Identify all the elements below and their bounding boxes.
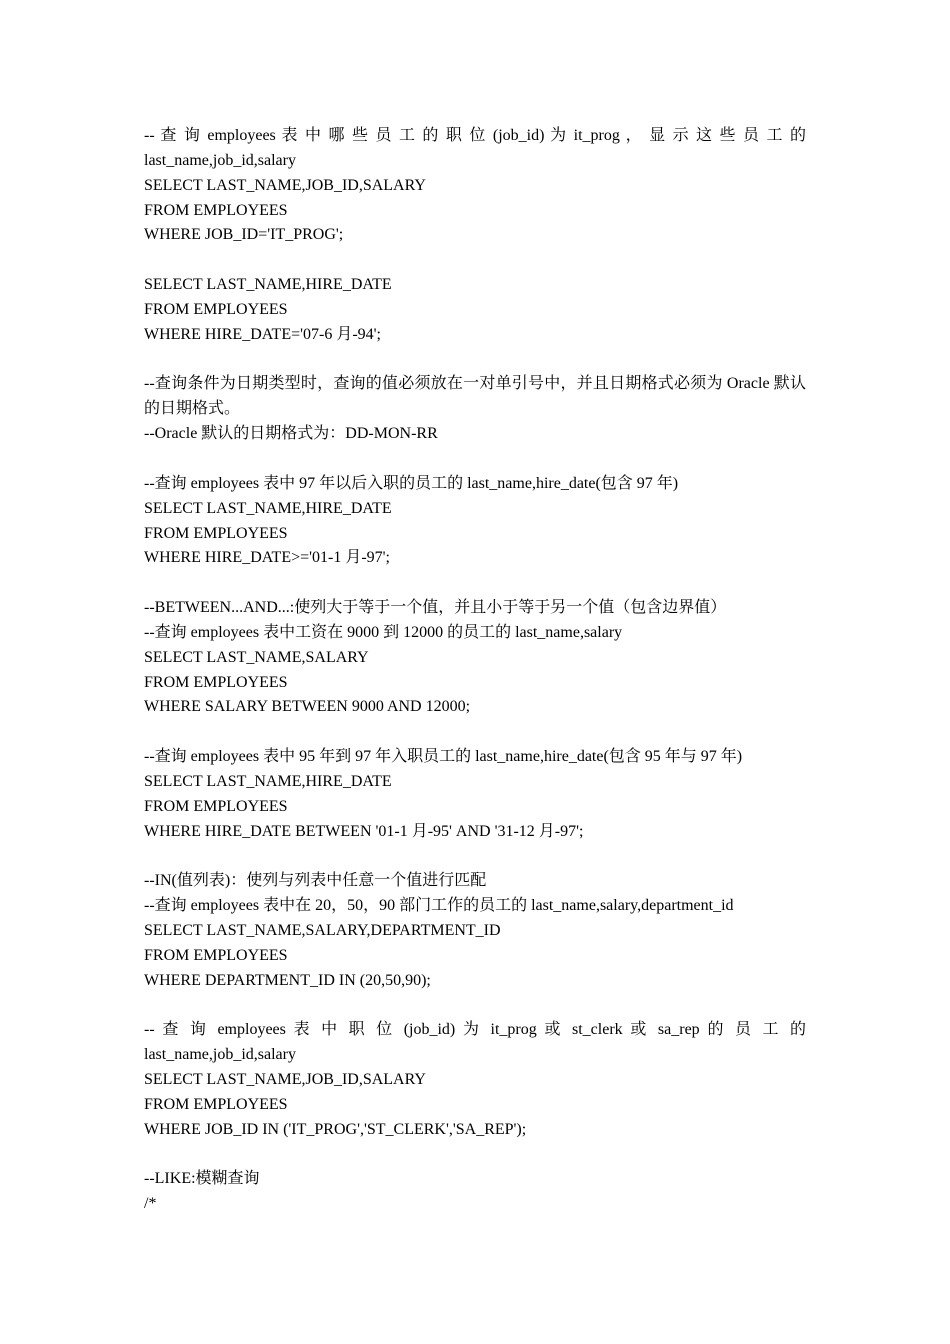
sql-line: FROM EMPLOYEES xyxy=(144,524,288,542)
comment-line: -- 查 询 employees 表 中 哪 些 员 工 的 职 位 (job_id) 为 it_prog ， 显 示 这 些 员 工 的 last_name,job_id,salary xyxy=(144,127,806,169)
sql-line: SELECT LAST_NAME,HIRE_DATE xyxy=(144,499,392,517)
blank-line xyxy=(144,720,806,745)
sql-line: WHERE DEPARTMENT_ID IN (20,50,90); xyxy=(144,971,431,989)
blank-line xyxy=(144,994,806,1019)
comment-line: --查询 employees 表中在 20，50，90 部门工作的员工的 last_name,salary,department_id xyxy=(144,897,734,915)
blank-line xyxy=(144,447,806,472)
sql-line: FROM EMPLOYEES xyxy=(144,673,288,691)
comment-line: --查询 employees 表中工资在 9000 到 12000 的员工的 last_name,salary xyxy=(144,623,623,641)
sql-line: FROM EMPLOYEES xyxy=(144,946,288,964)
sql-line: SELECT LAST_NAME,HIRE_DATE xyxy=(144,772,392,790)
comment-start: /* xyxy=(144,1195,157,1213)
sql-line: FROM EMPLOYEES xyxy=(144,201,288,219)
comment-line: --BETWEEN...AND...:使列大于等于一个值，并且小于等于另一个值（包含边界值） xyxy=(144,599,727,617)
blank-line xyxy=(144,248,806,273)
sql-line: WHERE HIRE_DATE='07-6 月-94'; xyxy=(144,325,381,343)
sql-line: WHERE JOB_ID='IT_PROG'; xyxy=(144,226,344,244)
comment-line: --查询条件为日期类型时，查询的值必须放在一对单引号中，并且日期格式必须为 Oracle 默认的日期格式。 xyxy=(144,375,806,418)
sql-line: SELECT LAST_NAME,JOB_ID,SALARY xyxy=(144,1071,426,1089)
sql-line: SELECT LAST_NAME,HIRE_DATE xyxy=(144,276,392,294)
comment-line: --查询 employees 表中 97 年以后入职的员工的 last_name,hire_date(包含 97 年) xyxy=(144,474,679,492)
sql-line: WHERE SALARY BETWEEN 9000 AND 12000; xyxy=(144,698,471,716)
document-body xyxy=(144,124,806,1217)
sql-line: FROM EMPLOYEES xyxy=(144,797,288,815)
comment-line: -- 查 询 employees 表 中 职 位 (job_id) 为 it_prog 或 st_clerk 或 sa_rep 的 员 工 的 last_name,job_id,salary xyxy=(144,1021,806,1064)
sql-line: FROM EMPLOYEES xyxy=(144,300,288,318)
sql-line: WHERE HIRE_DATE BETWEEN '01-1 月-95' AND '31-12 月-97'; xyxy=(144,822,584,840)
blank-line xyxy=(144,1143,806,1168)
sql-line: WHERE JOB_ID IN ('IT_PROG','ST_CLERK','SA_REP'); xyxy=(144,1120,527,1138)
sql-line: WHERE HIRE_DATE>='01-1 月-97'; xyxy=(144,549,391,567)
comment-line: --IN(值列表)：使列与列表中任意一个值进行匹配 xyxy=(144,872,487,890)
blank-line xyxy=(144,571,806,596)
comment-line: --LIKE:模糊查询 xyxy=(144,1170,260,1188)
blank-line xyxy=(144,348,806,373)
comment-line: --Oracle 默认的日期格式为：DD-MON-RR xyxy=(144,425,438,443)
sql-line: SELECT LAST_NAME,JOB_ID,SALARY xyxy=(144,176,426,194)
sql-line: SELECT LAST_NAME,SALARY,DEPARTMENT_ID xyxy=(144,922,501,939)
sql-line: FROM EMPLOYEES xyxy=(144,1095,288,1113)
sql-line: SELECT LAST_NAME,SALARY xyxy=(144,648,369,666)
blank-line xyxy=(144,844,806,869)
comment-line: --查询 employees 表中 95 年到 97 年入职员工的 last_name,hire_date(包含 95 年与 97 年) xyxy=(144,748,743,766)
